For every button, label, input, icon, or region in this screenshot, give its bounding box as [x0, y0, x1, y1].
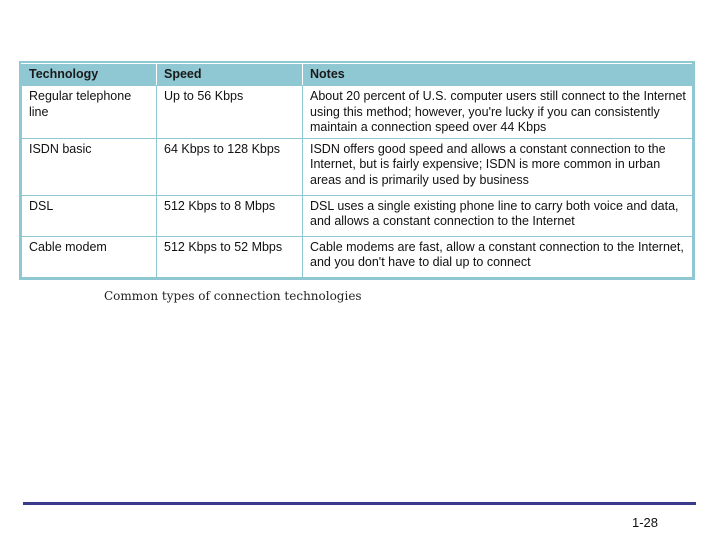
cell-speed: 512 Kbps to 52 Mbps — [157, 236, 303, 277]
cell-notes: DSL uses a single existing phone line to carry both voice and data, and allows a constant connection to the Internet — [303, 195, 693, 236]
cell-technology: DSL — [22, 195, 157, 236]
header-speed: Speed — [157, 64, 303, 86]
footer-divider — [23, 502, 696, 505]
connection-table-frame — [19, 61, 695, 280]
table-row — [22, 138, 693, 195]
cell-speed: 512 Kbps to 8 Mbps — [157, 195, 303, 236]
connection-technologies-table — [21, 63, 693, 278]
table-row — [22, 86, 693, 139]
page-number: 1-28 — [632, 515, 659, 530]
table-row — [22, 236, 693, 277]
table-header-row — [22, 64, 693, 86]
header-notes: Notes — [303, 64, 693, 86]
table-row — [22, 195, 693, 236]
cell-notes: ISDN offers good speed and allows a constant connection to the Internet, but is fairly expensive; ISDN is more common in urban areas and is primarily used by business — [303, 138, 693, 195]
cell-technology: Cable modem — [22, 236, 157, 277]
cell-notes: About 20 percent of U.S. computer users still connect to the Internet using this method; however, you're lucky if you can consistently maintain a connection speed over 44 Kbps — [303, 86, 693, 139]
cell-technology: Regular telephone line — [22, 86, 157, 139]
cell-technology: ISDN basic — [22, 138, 157, 195]
header-technology: Technology — [22, 64, 157, 86]
cell-notes: Cable modems are fast, allow a constant connection to the Internet, and you don't have to dial up to connect — [303, 236, 693, 277]
cell-speed: Up to 56 Kbps — [157, 86, 303, 139]
table-caption: Common types of connection technologies — [104, 289, 362, 303]
cell-speed: 64 Kbps to 128 Kbps — [157, 138, 303, 195]
